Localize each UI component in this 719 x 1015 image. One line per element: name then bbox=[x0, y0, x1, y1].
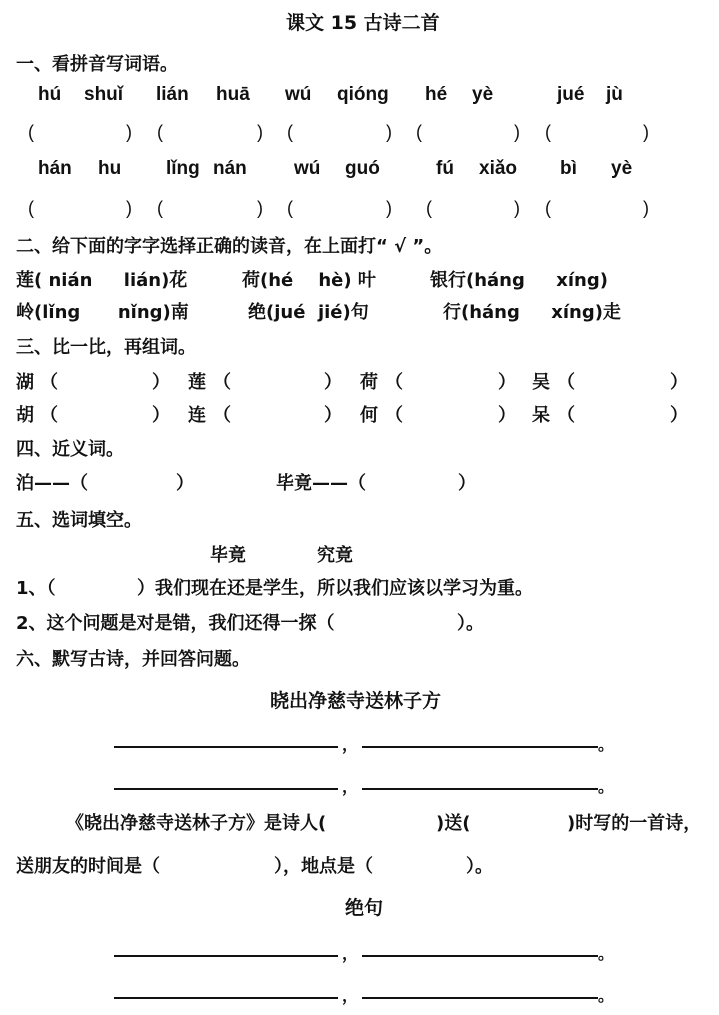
compare-blank-open[interactable]: （ bbox=[40, 372, 58, 393]
poem-blank-line[interactable] bbox=[362, 788, 598, 790]
poem-blank-line[interactable] bbox=[362, 746, 598, 748]
question-text: )送( bbox=[436, 813, 471, 834]
compare-blank-close: ） bbox=[324, 405, 342, 426]
answer-blank-close: ) bbox=[126, 122, 132, 142]
answer-blank-close: ) bbox=[386, 122, 392, 142]
comma: ， bbox=[342, 944, 359, 963]
question-prefix[interactable]: 2、这个问题是对是错，我们还得一探（ bbox=[16, 613, 335, 634]
pinyin: lǐng bbox=[166, 158, 200, 179]
pinyin: yè bbox=[472, 84, 494, 105]
pinyin: hú bbox=[38, 84, 62, 105]
compare-char: 莲 bbox=[188, 372, 206, 393]
answer-blank-open[interactable]: ( bbox=[157, 122, 163, 142]
pronunciation-choice[interactable]: 银行(háng xíng) bbox=[430, 270, 608, 291]
pinyin: yè bbox=[611, 158, 633, 179]
compare-blank-close: ） bbox=[152, 405, 170, 426]
pinyin: jué bbox=[557, 84, 585, 105]
pinyin: hu bbox=[98, 158, 122, 179]
compare-blank-open[interactable]: （ bbox=[213, 372, 231, 393]
question-text: ）。 bbox=[466, 856, 493, 877]
synonym-word[interactable]: 泊——（ bbox=[16, 473, 88, 494]
compare-blank-open[interactable]: （ bbox=[385, 372, 403, 393]
question-text: 《晓出净慈寺送林子方》是诗人( bbox=[66, 813, 327, 834]
question-prefix[interactable]: 1、（ bbox=[16, 578, 56, 599]
poem-blank-line[interactable] bbox=[114, 788, 338, 790]
answer-blank-open[interactable]: ( bbox=[416, 122, 422, 142]
answer-blank-open[interactable]: ( bbox=[287, 122, 293, 142]
question-suffix: ）。 bbox=[457, 613, 484, 634]
page-title: 课文 15 古诗二首 bbox=[286, 12, 440, 34]
compare-blank-close: ） bbox=[670, 405, 688, 426]
question-suffix: ）我们现在还是学生，所以我们应该以学习为重。 bbox=[137, 578, 533, 599]
pinyin: wú bbox=[294, 158, 321, 179]
pinyin: jù bbox=[606, 84, 623, 105]
answer-blank-close: ) bbox=[643, 122, 649, 142]
answer-blank-open[interactable]: ( bbox=[545, 122, 551, 142]
compare-char: 荷 bbox=[360, 372, 378, 393]
section-4-heading: 四、近义词。 bbox=[16, 439, 124, 460]
pinyin: lián bbox=[156, 84, 189, 105]
compare-blank-close: ） bbox=[498, 405, 516, 426]
compare-blank-close: ） bbox=[324, 372, 342, 393]
compare-blank-open[interactable]: （ bbox=[385, 405, 403, 426]
comma: ， bbox=[342, 777, 359, 796]
word-option: 究竟 bbox=[317, 545, 353, 566]
pinyin: huā bbox=[216, 84, 250, 105]
compare-char: 呆 bbox=[532, 405, 550, 426]
answer-blank-close: ) bbox=[257, 122, 263, 142]
period: 。 bbox=[598, 944, 615, 963]
question-text: )时写的一首诗， bbox=[567, 813, 702, 834]
pinyin: hán bbox=[38, 158, 72, 179]
poem-blank-line[interactable] bbox=[114, 955, 338, 957]
answer-blank-close: ) bbox=[126, 198, 132, 218]
compare-char: 何 bbox=[360, 405, 378, 426]
compare-blank-open[interactable]: （ bbox=[213, 405, 231, 426]
comma: ， bbox=[342, 986, 359, 1005]
pinyin: wú bbox=[285, 84, 312, 105]
answer-blank-close: ) bbox=[514, 122, 520, 142]
pinyin: bì bbox=[560, 158, 577, 179]
synonym-word[interactable]: 毕竟——（ bbox=[276, 473, 366, 494]
answer-blank-open[interactable]: ( bbox=[287, 198, 293, 218]
word-option: 毕竟 bbox=[210, 545, 246, 566]
compare-blank-close: ） bbox=[152, 372, 170, 393]
poem-blank-line[interactable] bbox=[362, 955, 598, 957]
poem-title: 绝句 bbox=[345, 897, 384, 919]
compare-char: 湖 bbox=[16, 372, 34, 393]
compare-blank-open[interactable]: （ bbox=[40, 405, 58, 426]
section-2-heading: 二、给下面的字字选择正确的读音，在上面打“ √ ”。 bbox=[16, 236, 443, 257]
comma: ， bbox=[342, 735, 359, 754]
compare-blank-close: ） bbox=[670, 372, 688, 393]
poem-blank-line[interactable] bbox=[114, 746, 338, 748]
question-text: 送朋友的时间是（ bbox=[16, 856, 160, 877]
period: 。 bbox=[598, 777, 615, 796]
pronunciation-choice[interactable]: 荷(hé hè) 叶 bbox=[242, 270, 376, 291]
poem-title: 晓出净慈寺送林子方 bbox=[270, 690, 442, 712]
compare-blank-open[interactable]: （ bbox=[557, 405, 575, 426]
pinyin: nán bbox=[213, 158, 247, 179]
section-3-heading: 三、比一比，再组词。 bbox=[16, 337, 196, 358]
compare-char: 吴 bbox=[532, 372, 550, 393]
pinyin: guó bbox=[345, 158, 380, 179]
period: 。 bbox=[598, 735, 615, 754]
pronunciation-choice[interactable]: 岭(lǐng nǐng)南 bbox=[16, 302, 189, 323]
period: 。 bbox=[598, 986, 615, 1005]
poem-blank-line[interactable] bbox=[114, 997, 338, 999]
answer-blank-close: ) bbox=[643, 198, 649, 218]
synonym-blank-close: ） bbox=[176, 473, 194, 494]
pinyin: qióng bbox=[337, 84, 389, 105]
pinyin: fú bbox=[436, 158, 454, 179]
pinyin: xiǎo bbox=[479, 158, 518, 179]
answer-blank-close: ) bbox=[386, 198, 392, 218]
section-6-heading: 六、默写古诗，并回答问题。 bbox=[16, 649, 250, 670]
compare-blank-open[interactable]: （ bbox=[557, 372, 575, 393]
pronunciation-choice[interactable]: 莲( nián lián)花 bbox=[16, 270, 188, 291]
pronunciation-choice[interactable]: 行(háng xíng)走 bbox=[443, 302, 621, 323]
answer-blank-open[interactable]: ( bbox=[28, 198, 34, 218]
pinyin: shuǐ bbox=[84, 84, 124, 105]
section-5-heading: 五、选词填空。 bbox=[16, 510, 142, 531]
answer-blank-open[interactable]: ( bbox=[157, 198, 163, 218]
answer-blank-open[interactable]: ( bbox=[545, 198, 551, 218]
pinyin: hé bbox=[425, 84, 448, 105]
poem-blank-line[interactable] bbox=[362, 997, 598, 999]
answer-blank-close: ) bbox=[257, 198, 263, 218]
answer-blank-open[interactable]: ( bbox=[28, 122, 34, 142]
answer-blank-open[interactable]: ( bbox=[426, 198, 432, 218]
compare-char: 连 bbox=[188, 405, 206, 426]
synonym-blank-close: ） bbox=[458, 473, 476, 494]
section-1-heading: 一、看拼音写词语。 bbox=[16, 54, 178, 75]
question-text: ），地点是（ bbox=[274, 856, 373, 877]
answer-blank-close: ) bbox=[514, 198, 520, 218]
pronunciation-choice[interactable]: 绝(jué jié)句 bbox=[248, 302, 369, 323]
compare-blank-close: ） bbox=[498, 372, 516, 393]
compare-char: 胡 bbox=[16, 405, 34, 426]
